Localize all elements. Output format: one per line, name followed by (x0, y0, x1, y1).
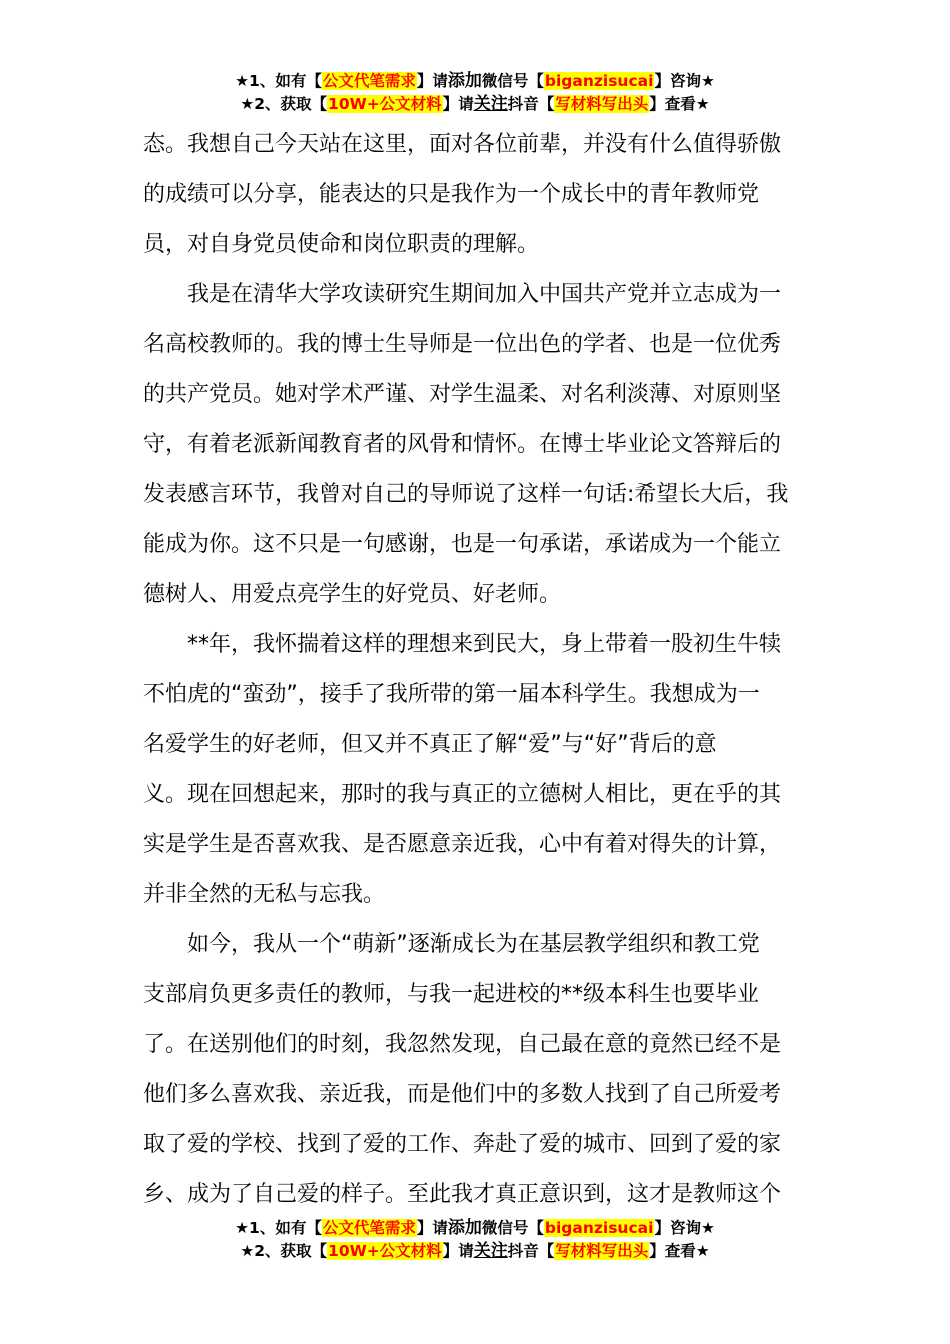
text-line: 取了爱的学校、找到了爱的工作、奔赴了爱的城市、回到了爱的家 (143, 1132, 782, 1157)
promo-text: 抖音【 (507, 95, 555, 113)
text-line: 支部肩负更多责任的教师，与我一起进校的**级本科生也要毕业 (143, 982, 760, 1007)
text-line: 的成绩可以分享，能表达的只是我作为一个成长中的青年教师党 (143, 182, 760, 207)
promo-text: 】请 (442, 95, 474, 113)
text-line: 态。我想自己今天站在这里，面对各位前辈，并没有什么值得骄傲 (143, 132, 782, 157)
text-line: 我是在清华大学攻读研究生期间加入中国共产党并立志成为一 (187, 282, 782, 307)
promo-text: ★2、获取【 (240, 1242, 328, 1260)
promo-highlight: 10W+公文材料 (328, 1242, 442, 1260)
text-line: 并非全然的无私与忘我。 (143, 882, 386, 907)
header-promo (0, 70, 950, 116)
promo-text: 微信号【 (481, 1219, 544, 1237)
promo-text: 】请 (416, 1219, 448, 1237)
text-line: 他们多么喜欢我、亲近我，而是他们中的多数人找到了自己所爱考 (143, 1082, 782, 1107)
promo-text: 】请 (416, 72, 448, 90)
text-line: 名爱学生的好老师，但又并不真正了解“爱”与“好”背后的意 (143, 732, 717, 757)
promo-line-2 (0, 1240, 950, 1263)
paragraph (143, 270, 809, 620)
promo-emphasis: 添加 (447, 1218, 482, 1238)
paragraph (143, 620, 809, 920)
text-line: 了。在送别他们的时刻，我忽然发现，自己最在意的竟然已经不是 (143, 1032, 782, 1057)
promo-text: 抖音【 (507, 1242, 555, 1260)
promo-text: ★1、如有【 (235, 1219, 322, 1237)
promo-text: 】查看★ (649, 1242, 710, 1260)
footer-promo (0, 1217, 950, 1263)
promo-wechat-id: biganzisucai (544, 72, 654, 90)
text-line: 如今，我从一个“萌新”逐渐成长为在基层教学组织和教工党 (187, 932, 760, 957)
text-line: 名高校教师的。我的博士生导师是一位出色的学者、也是一位优秀 (143, 332, 782, 357)
promo-line-2 (0, 93, 950, 116)
document-body (143, 120, 809, 1220)
promo-text: 】查看★ (649, 95, 710, 113)
text-line: 的共产党员。她对学术严谨、对学生温柔、对名利淡薄、对原则坚 (143, 382, 782, 407)
promo-douyin-id: 写材料写出头 (555, 1242, 649, 1260)
paragraph (143, 920, 809, 1220)
promo-text: 】请 (442, 1242, 474, 1260)
paragraph (143, 120, 809, 270)
promo-line-1 (0, 70, 950, 93)
promo-highlight: 公文代笔需求 (322, 72, 416, 90)
promo-line-1 (0, 1217, 950, 1240)
promo-text: ★2、获取【 (240, 95, 328, 113)
promo-text: ★1、如有【 (235, 72, 322, 90)
promo-text: 】咨询★ (654, 1219, 715, 1237)
text-line: 德树人、用爱点亮学生的好党员、好老师。 (143, 582, 562, 607)
text-line: 实是学生是否喜欢我、是否愿意亲近我，心中有着对得失的计算， (143, 832, 782, 857)
text-line: 员，对自身党员使命和岗位职责的理解。 (143, 232, 540, 257)
text-line: **年，我怀揣着这样的理想来到民大，身上带着一股初生牛犊 (187, 632, 782, 657)
text-line: 发表感言环节，我曾对自己的导师说了这样一句话:希望长大后，我 (143, 482, 789, 507)
promo-wechat-id: biganzisucai (544, 1219, 654, 1237)
promo-douyin-id: 写材料写出头 (555, 95, 649, 113)
text-line: 义。现在回想起来，那时的我与真正的立德树人相比，更在乎的其 (143, 782, 782, 807)
text-line: 能成为你。这不只是一句感谢，也是一句承诺，承诺成为一个能立 (143, 532, 782, 557)
promo-emphasis: 关注 (473, 1241, 508, 1261)
text-line: 不怕虎的“蛮劲”，接手了我所带的第一届本科学生。我想成为一 (143, 682, 760, 707)
text-line: 守，有着老派新闻教育者的风骨和情怀。在博士毕业论文答辩后的 (143, 432, 782, 457)
promo-text: 】咨询★ (654, 72, 715, 90)
promo-text: 微信号【 (481, 72, 544, 90)
promo-highlight: 10W+公文材料 (328, 95, 442, 113)
text-line: 乡、成为了自己爱的样子。至此我才真正意识到，这才是教师这个 (143, 1182, 782, 1207)
promo-emphasis: 添加 (447, 71, 482, 91)
promo-highlight: 公文代笔需求 (322, 1219, 416, 1237)
promo-emphasis: 关注 (473, 94, 508, 114)
